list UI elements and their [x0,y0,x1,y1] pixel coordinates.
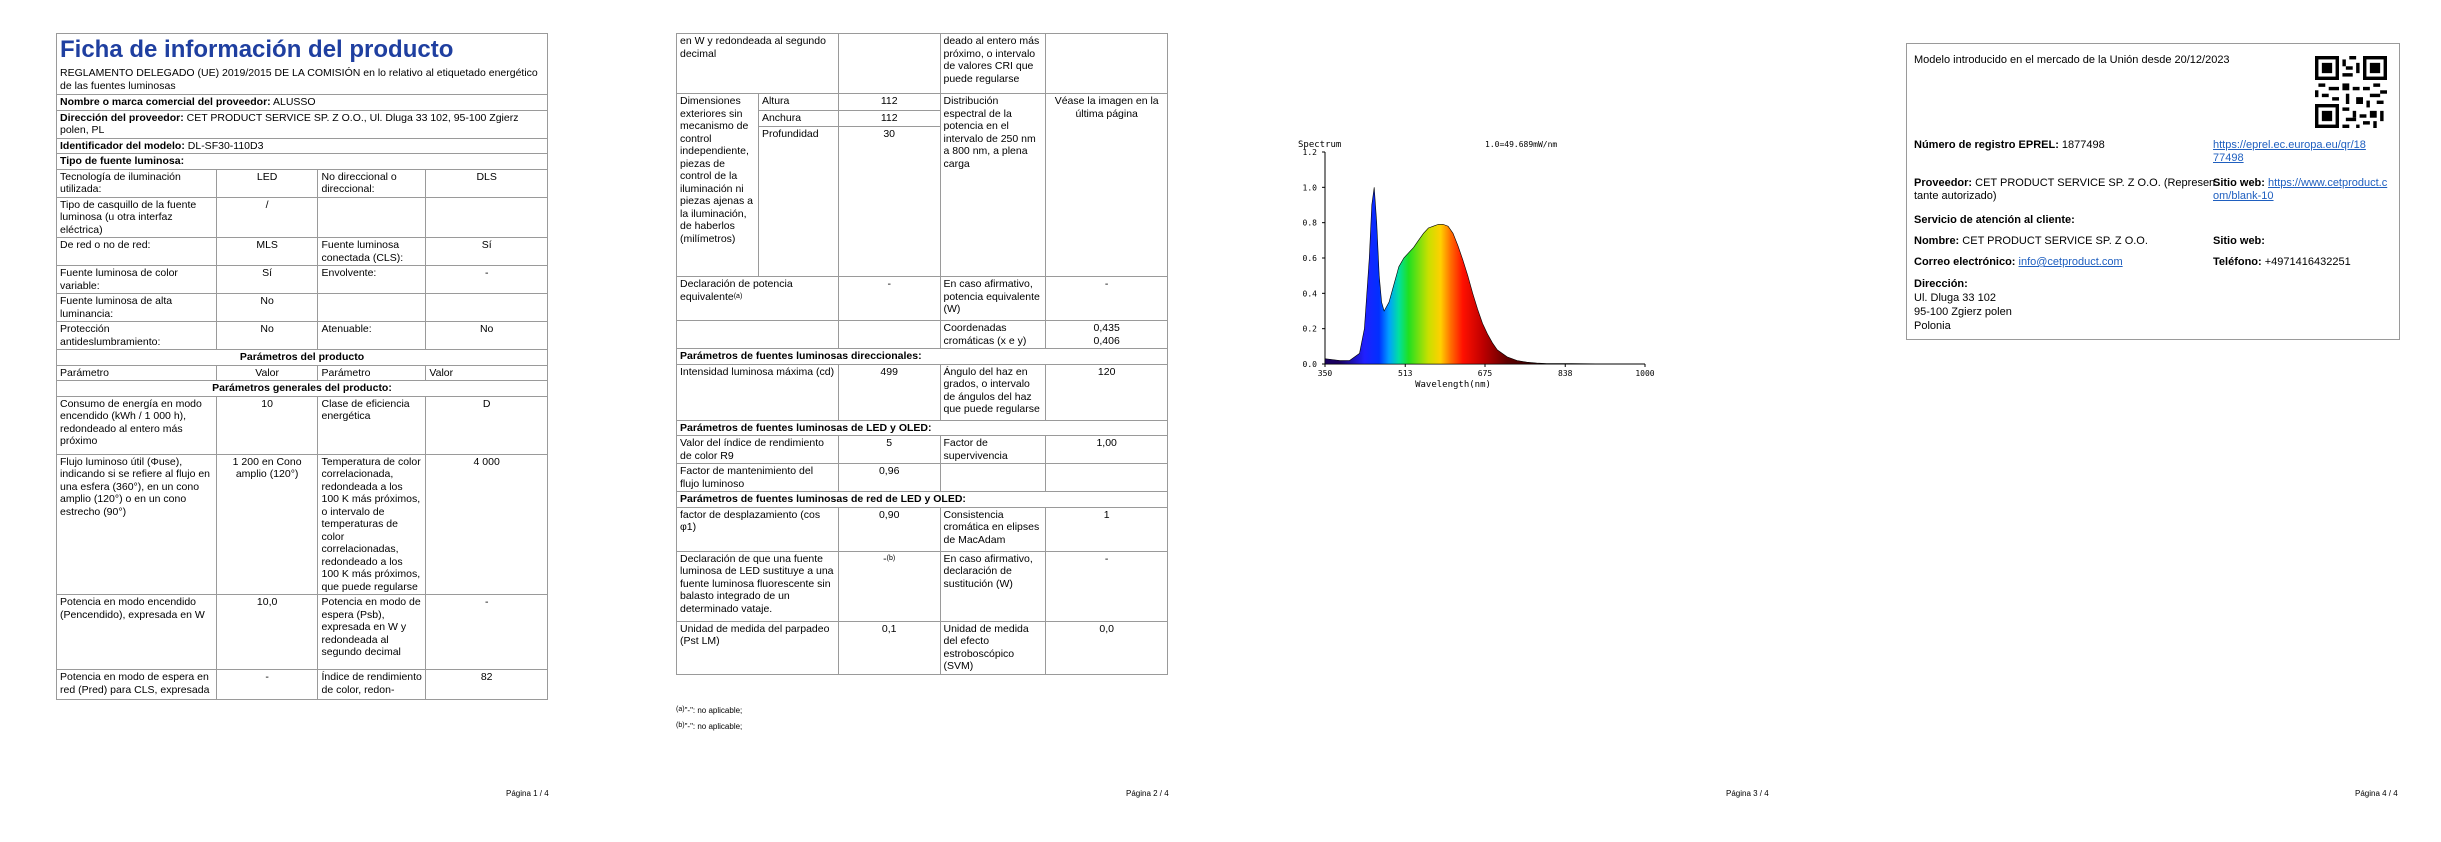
type-rows [57,169,548,350]
cell: Factor de mantenimiento del flujo luminoso [677,464,839,492]
table-row [677,277,1168,321]
type-label: Tipo de fuente luminosa: [57,154,548,170]
phone-label: Teléfono: [2213,256,2262,268]
brand-label: Nombre o marca comercial del proveedor: [60,96,271,108]
page-1 [0,0,600,842]
footnote-b-text: "-": no aplicable; [684,722,743,731]
cell: deado al entero más próximo, o intervalo de valores CRI que puede regularse [940,34,1046,94]
table-row [677,94,1168,111]
cell: Unidad de medida del efecto estroboscópico (SVM) [940,621,1046,674]
cell [426,294,548,322]
params-header: Parámetros del producto [57,350,548,366]
cell: 499 [838,364,940,420]
cell: - [426,595,548,670]
column-header-row [57,365,548,381]
cell: 82 [426,670,548,700]
web-link-2[interactable] [2213,190,2274,202]
cell: Tecnología de iluminación utilizada: [57,169,217,197]
table-row [677,621,1168,674]
email-label: Correo electrónico: [1914,256,2016,268]
cell: - [216,670,318,700]
eprel-link[interactable] [2213,139,2366,165]
cell [1046,464,1168,492]
chart-annotation: 1.0=49.689mW/nm [1485,140,1558,149]
table-row [57,197,548,238]
service-label: Servicio de atención al cliente: [1914,214,2075,226]
qr-code-icon [2315,56,2387,128]
cell: 120 [1046,364,1168,420]
sheet-title: Ficha de información del producto [60,36,454,63]
cell: Flujo luminoso útil (Φuse), indicando si se refiere al flujo en una esfera (360°), en un cono amplio (120°) o en un cono estrecho (90°) [57,454,217,595]
spectral-label: Distribución espectral de la potencia en el intervalo de 250 nm a 800 nm, a plena carga [940,94,1046,277]
dir-label: Dirección: [1914,278,1968,290]
cell: No direccional o direccional: [318,169,426,197]
sustit-sup: (b) [886,554,896,562]
cell: No [426,322,548,350]
supplier-value: CET PRODUCT SERVICE SP. Z O.O. (Represen [1975,177,2216,189]
model-value: DL-SF30-110D3 [187,139,264,152]
cell: 10,0 [216,595,318,670]
page-4 [1860,0,2441,842]
cell: De red o no de red: [57,238,217,266]
web2-label: Sitio web: [2213,235,2265,247]
table-row [57,169,548,197]
table-row [677,321,1168,349]
col-value: Valor [216,365,318,381]
cell: 1 [1046,507,1168,551]
regulation-text: REGLAMENTO DELEGADO (UE) 2019/2015 DE LA COMISIÓN en lo relativo al etiquetado energético de las fuentes luminosas [60,67,538,92]
cell: Unidad de medida del parpadeo (Pst LM) [677,621,839,674]
cell: Sí [216,266,318,294]
cell: 5 [838,436,940,464]
cell [426,197,548,238]
web-link[interactable] [2268,177,2387,189]
cell: Consistencia cromática en elipses de MacAdam [940,507,1046,551]
col-param: Parámetro [57,365,217,381]
cell: 4 000 [426,454,548,595]
footnote-a-sup: (a) [676,706,685,713]
eprel-link-line2: 77498 [2213,152,2244,164]
cell: No [216,322,318,350]
dir-line: 95-100 Zgierz polen [1914,306,2012,318]
cell: factor de desplazamiento (cos φ1) [677,507,839,551]
directional-header: Parámetros de fuentes luminosas direccionales: [677,349,1168,365]
cell: 1,00 [1046,436,1168,464]
eprel-link-line1: https://eprel.ec.europa.eu/qr/18 [2213,139,2366,151]
page-number: Página 3 / 4 [1726,789,1769,798]
cell: Sí [426,238,548,266]
page-number: Página 1 / 4 [506,789,549,798]
cell: Anchura [758,110,838,127]
cell: LED [216,169,318,197]
table-row [57,322,548,350]
cell [838,34,940,94]
y-tick-label: 1.0 [1302,183,1317,193]
x-tick-label: 1000 [1635,369,1655,378]
spectrum-area [1325,187,1645,364]
x-tick-label: 350 [1317,369,1333,378]
table-row [677,551,1168,621]
cell: en W y redondeada al segundo decimal [677,34,839,94]
general-header: Parámetros generales del producto: [57,381,548,397]
equiv-sup: (a) [733,292,743,300]
x-tick-label: 513 [1398,369,1413,378]
table-row [677,464,1168,492]
x-axis-label: Wavelength(nm) [1415,380,1491,390]
cell: Fuente luminosa de alta luminancia: [57,294,217,322]
chroma-label: Coordenadas cromáticas (x e y) [940,321,1046,349]
cell: Declaración de que una fuente luminosa de LED sustituye a una fuente luminosa fluorescente sin balasto integrado de un determinado vataje. [677,551,839,621]
cell: No [216,294,318,322]
equiv2-value: - [1046,277,1168,321]
x-tick-label: 838 [1558,369,1573,378]
cell [318,197,426,238]
cell: Potencia en modo de espera (Psb), expresada en W y redondeada al segundo decimal [318,595,426,670]
supplier-label: Proveedor: [1914,177,1973,189]
cell: Ángulo del haz en grados, o intervalo de ángulos del haz que puede regularse [940,364,1046,420]
cell: Fuente luminosa de color variable: [57,266,217,294]
web-link-line2: om/blank-10 [2213,190,2274,202]
cell: - [883,552,887,565]
table-row [677,34,1168,94]
web-label: Sitio web: [2213,177,2265,189]
cell: 1 200 en Cono amplio (120°) [216,454,318,595]
table-row [57,670,548,700]
y-tick-label: 0.0 [1302,360,1317,369]
col-value: Valor [426,365,548,381]
cell: Índice de rendimiento de color, redon- [318,670,426,700]
cell [318,294,426,322]
product-info-table-p1 [56,33,548,700]
table-row [57,454,548,595]
model-label: Identificador del modelo: [60,139,185,152]
contact-box [1906,43,2400,340]
cell: 30 [838,127,940,277]
page-2 [620,0,1240,842]
cell: Protección antideslumbramiento: [57,322,217,350]
cell: Consumo de energía en modo encendido (kWh / 1 000 h), redondeado al entero más próximo [57,396,217,454]
cell: DLS [426,169,548,197]
cell: Temperatura de color correlacionada, redondeada a los 100 K más próximos, o intervalo de temperaturas de color correlacionadas, redondeado a los 100 K más próximos, que puede regularse [318,454,426,595]
cell: - [426,266,548,294]
chart-title: Spectrum [1298,140,1342,150]
mains-led-header: Parámetros de fuentes luminosas de red de LED y OLED: [677,492,1168,508]
dir-line: Ul. Dluga 33 102 [1914,292,1996,304]
market-date: Modelo introducido en el mercado de la Unión desde 20/12/2023 [1914,54,2230,66]
eprel-label: Número de registro EPREL: [1914,139,2059,151]
table-row [57,396,548,454]
page-number: Página 2 / 4 [1126,789,1169,798]
table-row [677,436,1168,464]
supplier-value-2: tante autorizado) [1914,190,1997,202]
chroma-y: 0,406 [1093,334,1120,347]
footnote-b [676,722,742,731]
dir-line: Polonia [1914,320,1951,332]
cell: 112 [838,110,940,127]
led-header: Parámetros de fuentes luminosas de LED y OLED: [677,420,1168,436]
cell [940,464,1046,492]
address-label: Dirección del proveedor: [60,111,184,124]
cell: Intensidad luminosa máxima (cd) [677,364,839,420]
cell: Factor de supervivencia [940,436,1046,464]
equiv2-label: En caso afirmativo, potencia equivalente (W) [940,277,1046,321]
y-tick-label: 1.2 [1302,148,1317,157]
cell: D [426,396,548,454]
table-row [677,364,1168,420]
col-param: Parámetro [318,365,426,381]
table-row [57,266,548,294]
cell: En caso afirmativo, declaración de sustitución (W) [940,551,1046,621]
table-row [677,507,1168,551]
table-row [57,294,548,322]
name-value: CET PRODUCT SERVICE SP. Z O.O. [1962,235,2148,247]
cell: Fuente luminosa conectada (CLS): [318,238,426,266]
cell: Clase de eficiencia energética [318,396,426,454]
cell: - [1046,551,1168,621]
page-number: Página 4 / 4 [2355,789,2398,798]
cell [1046,34,1168,94]
cell: Valor del índice de rendimiento de color R9 [677,436,839,464]
spectrum-chart [1280,130,1700,400]
dims-label: Dimensiones exteriores sin mecanismo de control independiente, piezas de control de la iluminación ni piezas ajenas a la iluminación, de haberlos (milímetros) [677,94,759,277]
page-3 [1240,0,1840,842]
phone-value: +4971416432251 [2264,256,2351,268]
cell: 10 [216,396,318,454]
email-link[interactable]: info@cetproduct.com [2018,256,2123,268]
y-tick-label: 0.4 [1302,289,1317,299]
name-label: Nombre: [1914,235,1960,247]
address-value: CET PRODUCT SERVICE SP. Z O.O., Ul. Dluga 33 102, 95-100 Zgierz polen, PL [60,111,519,136]
eprel-value: 1877498 [2061,139,2105,151]
chroma-x: 0,435 [1093,322,1120,334]
y-tick-label: 0.8 [1302,218,1317,228]
cell: 112 [838,94,940,111]
footnote-a-text: "-": no aplicable; [684,706,743,715]
cell: Profundidad [758,127,838,277]
y-tick-label: 0.6 [1302,254,1317,263]
table-row [57,238,548,266]
web-link-line1: https://www.cetproduct.c [2268,177,2388,189]
equiv-value: - [838,277,940,321]
table-row [57,595,548,670]
cell: / [216,197,318,238]
cell: 0,1 [838,621,940,674]
cell: Potencia en modo encendido (Pencendido), expresada en W [57,595,217,670]
cell: Atenuable: [318,322,426,350]
cell: Altura [758,94,838,111]
equiv-label: Declaración de potencia equivalente [680,278,793,303]
cell: Tipo de casquillo de la fuente luminosa (u otra interfaz eléctrica) [57,197,217,238]
y-tick-label: 0.2 [1302,324,1317,334]
spectral-value: Véase la imagen en la última página [1046,94,1168,277]
footnote-b-sup: (b) [676,722,685,729]
footnote-a [676,706,742,715]
cell: 0,0 [1046,621,1168,674]
cell: Potencia en modo de espera en red (Pred) para CLS, expresada [57,670,217,700]
cell: 0,96 [838,464,940,492]
x-tick-label: 675 [1477,369,1493,378]
product-info-table-p2 [676,33,1168,675]
cell: Envolvente: [318,266,426,294]
brand-value: ALUSSO [273,96,316,108]
cell: MLS [216,238,318,266]
cell: 0,90 [838,507,940,551]
